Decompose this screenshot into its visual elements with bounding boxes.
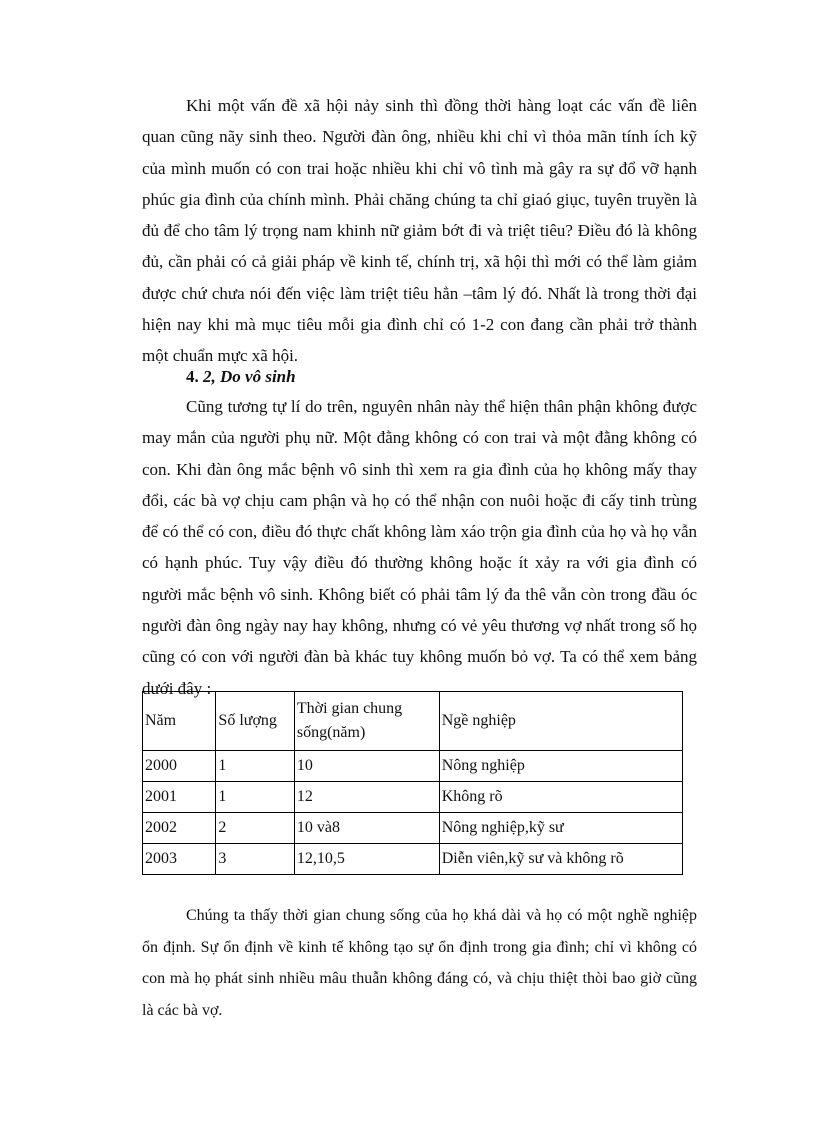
table-cell: 10 và8 [294, 813, 439, 844]
table-cell: 2002 [143, 813, 216, 844]
table-cell: Không rõ [439, 782, 682, 813]
table-header-cell: Số lượng [216, 692, 294, 751]
table-header-row [143, 692, 683, 751]
table-cell: 2000 [143, 751, 216, 782]
table-cell: 1 [216, 751, 294, 782]
table-cell: 12 [294, 782, 439, 813]
paragraph-conclusion-text: Chúng ta thấy thời gian chung sống của họ khá dài và họ có một nghề nghiệp ổn định. Sự ổn định về kinh tế không tạo sự ổn định trong gia đình; chỉ vì không có con mà họ phát sinh nhiều mâu thuẫn không đáng có, và chịu thiệt thòi bao giờ cũng là các bà vợ. [142, 907, 697, 1019]
table-row [143, 813, 683, 844]
paragraph-intro-text: Khi một vấn đề xã hội nảy sinh thì đồng thời hàng loạt các vấn đề liên quan cũng nãy sinh theo. Người đàn ông, nhiều khi chỉ vì thỏa mãn tính ích kỹ của mình muốn có con trai hoặc nhiều khi chỉ vô tình mà gây ra sự đổ vỡ hạnh phúc gia đình của chính mình. Phải chăng chúng ta chỉ giaó giục, tuyên truyền là đủ để cho tâm lý trọng nam khinh nữ giảm bớt đi và triệt tiêu? Điều đó là không đủ, cần phải có cả giải pháp về kinh tế, chính trị, xã hội thì mới có thể làm giảm được chứ chưa nói đến việc làm triệt tiêu hẳn –tâm lý đó. Nhất là trong thời đại hiện nay khi mà mục tiêu mỗi gia đình chỉ có 1-2 con đang cần phải trở thành một chuẩn mực xã hội. [142, 96, 697, 366]
table-cell: 3 [216, 844, 294, 875]
section-title: 2, Do vô sinh [203, 367, 296, 386]
statistics-table [142, 691, 683, 875]
table-row [143, 844, 683, 875]
section-heading [186, 361, 296, 392]
table-cell: 2001 [143, 782, 216, 813]
table-header-cell: Năm [143, 692, 216, 751]
table-cell: 1 [216, 782, 294, 813]
paragraph-intro [142, 90, 697, 372]
table-cell: 10 [294, 751, 439, 782]
table-cell: 12,10,5 [294, 844, 439, 875]
table-cell: Nông nghiệp [439, 751, 682, 782]
table-cell: Diễn viên,kỹ sư và không rõ [439, 844, 682, 875]
paragraph-infertility-text: Cũng tương tự lí do trên, nguyên nhân này thể hiện thân phận không được may mắn của người phụ nữ. Một đằng không có con trai và một đằng không có con. Khi đàn ông mắc bệnh vô sinh thì xem ra gia đình của họ không mấy thay đổi, các bà vợ chịu cam phận và họ có thể nhận con nuôi hoặc đi cấy tinh trùng để có thể có con, điều đó thực chất không làm xáo trộn gia đình của họ và họ vẫn có hạnh phúc. Tuy vậy điều đó thường không hoặc ít xảy ra với gia đình có người mắc bệnh vô sinh. Không biết có phải tâm lý đa thê vẫn còn trong đầu óc người đàn ông ngày nay hay không, nhưng có vẻ yêu thương vợ nhất trong số họ cũng có con với người đàn bà khác tuy không muốn bỏ vợ. Ta có thể xem bảng dưới đây : [142, 397, 697, 698]
paragraph-infertility [142, 391, 697, 704]
table-row [143, 751, 683, 782]
table-header-cell: Thời gian chung sống(năm) [294, 692, 439, 751]
table-row [143, 782, 683, 813]
table-cell: 2003 [143, 844, 216, 875]
table-cell: Nông nghiệp,kỹ sư [439, 813, 682, 844]
section-number: 4. [186, 367, 199, 386]
table-cell: 2 [216, 813, 294, 844]
paragraph-conclusion [142, 900, 697, 1026]
table-header-cell: Ngề nghiệp [439, 692, 682, 751]
